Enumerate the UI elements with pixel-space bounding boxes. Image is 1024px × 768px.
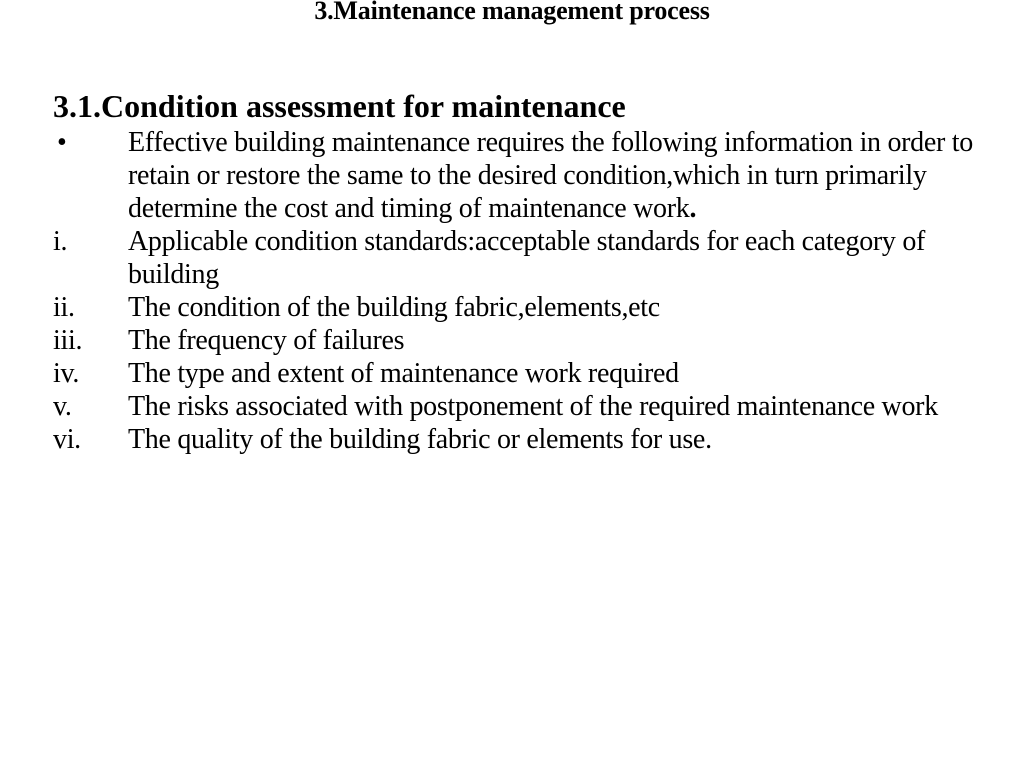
- list-marker: ii.: [53, 292, 75, 323]
- list-item-intro: [53, 126, 973, 225]
- list-item-iii: [53, 324, 973, 357]
- intro-trailing-period: .: [689, 193, 697, 224]
- list-item-text: The risks associated with postponement of the required maintenance work: [128, 391, 938, 422]
- list-item-text: The type and extent of maintenance work required: [128, 358, 679, 389]
- list-item-vi: [53, 423, 973, 456]
- list-item-iv: [53, 357, 973, 390]
- list-item-text: The frequency of failures: [128, 325, 405, 356]
- list-item-text: The quality of the building fabric or elements for use.: [128, 424, 712, 455]
- list-marker: iii.: [53, 325, 83, 356]
- slide-title: 3.Maintenance management process: [314, 0, 710, 25]
- list-item-ii: [53, 291, 973, 324]
- list-item-v: [53, 390, 973, 423]
- list-marker: iv.: [53, 358, 80, 389]
- list-item-text: Applicable condition standards:acceptable standards for each category of building: [128, 226, 926, 290]
- intro-text: Effective building maintenance requires the following information in order to retain or restore the same to the desired condition,which in turn primarily determine the cost and timing of maintenance work: [128, 127, 973, 224]
- list-marker: v.: [53, 391, 72, 422]
- content-list: [53, 126, 973, 456]
- list-item-i: [53, 225, 973, 291]
- list-item-text: The condition of the building fabric,elements,etc: [128, 292, 660, 323]
- section-heading: 3.1.Condition assessment for maintenance: [53, 88, 626, 124]
- list-marker: vi.: [53, 424, 81, 455]
- bullet-icon: •: [57, 127, 67, 158]
- list-marker: i.: [53, 226, 68, 257]
